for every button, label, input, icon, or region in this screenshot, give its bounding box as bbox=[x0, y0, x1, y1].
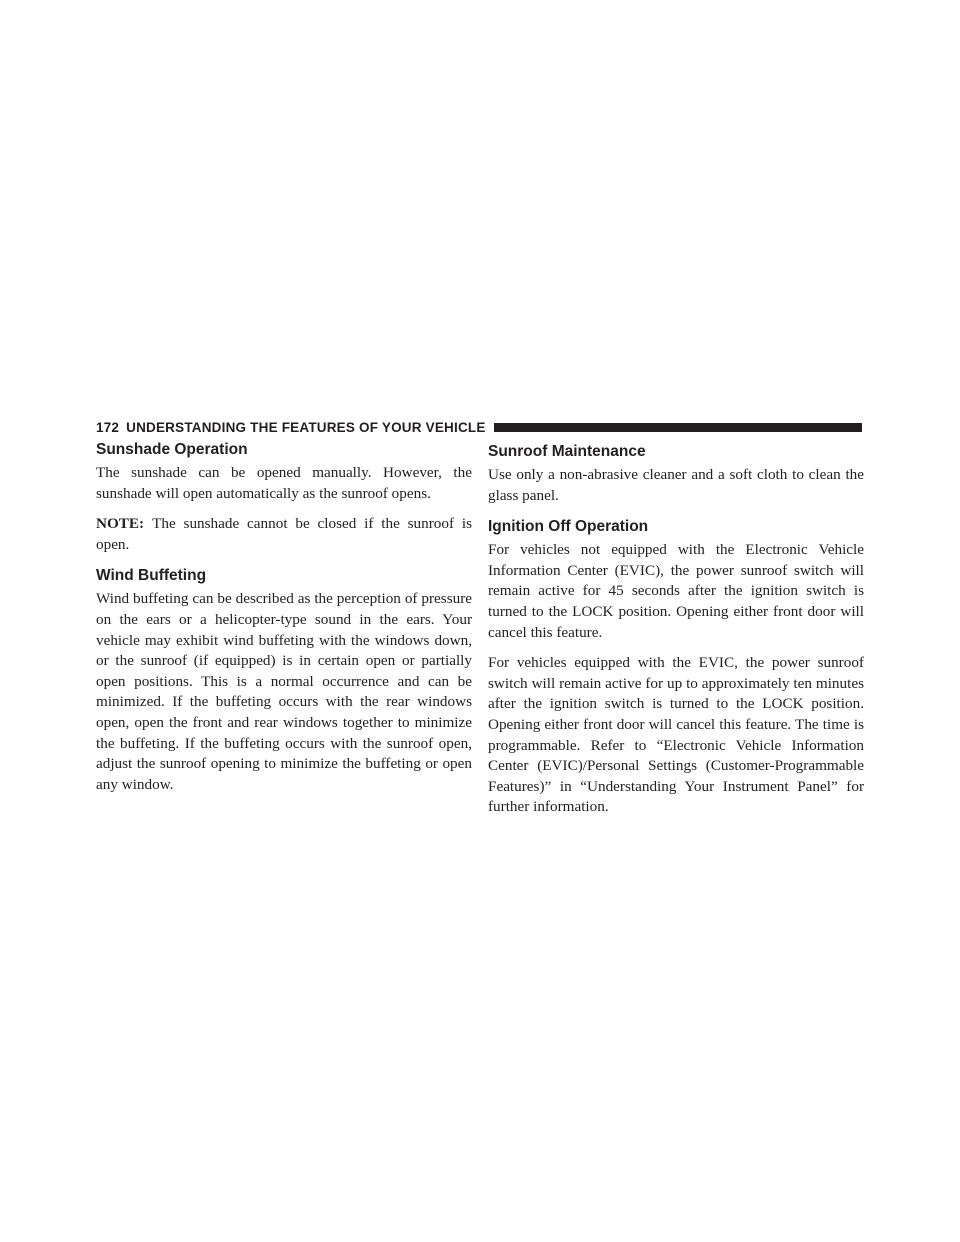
wind-buffeting-paragraph: Wind buffeting can be described as the perception of pressure on the ears or a helicopter-type sound in the ears. Your vehicle may exhibit wind buffeting with the windows down, or the sunroof (if equipped) is in certain open or partially open positions. This is a normal occurrence and can be minimized. If the buffeting occurs with the rear windows open, open the front and rear windows together to minimize the buffeting. If the buffeting occurs with the sunroof open, adjust the sunroof opening to minimize the buffeting or open any window. bbox=[96, 590, 472, 793]
sunroof-maintenance-section bbox=[488, 442, 864, 506]
chapter-title: UNDERSTANDING THE FEATURES OF YOUR VEHICLE bbox=[126, 419, 486, 435]
sunshade-section bbox=[96, 440, 472, 555]
sunshade-note bbox=[96, 514, 472, 555]
page-number: 172 bbox=[96, 419, 120, 435]
page-header bbox=[96, 418, 862, 436]
sunshade-heading: Sunshade Operation bbox=[96, 441, 248, 458]
sunroof-maintenance-heading: Sunroof Maintenance bbox=[488, 443, 646, 460]
right-column bbox=[488, 440, 864, 818]
ignition-off-section bbox=[488, 517, 864, 818]
ignition-off-heading: Ignition Off Operation bbox=[488, 518, 649, 536]
left-column bbox=[96, 440, 472, 795]
ignition-off-paragraph-2: For vehicles equipped with the EVIC, the power sunroof switch will remain active for up to approximately ten minutes after the ignition switch is turned to the LOCK position. Opening either front door will cancel this feature. The time is programmable. Refer to “Electronic Vehicle Information Center (EVIC)/Personal Settings (Customer-Programmable Features)” in “Understanding Your Instrument Panel” for further information. bbox=[488, 654, 864, 816]
note-text: The sunshade cannot be closed if the sunroof is open. bbox=[96, 515, 472, 553]
wind-buffeting-section bbox=[96, 566, 472, 795]
ignition-off-paragraph-1: For vehicles not equipped with the Electronic Vehicle Information Center (EVIC), the power sunroof switch will remain active for 45 seconds after the ignition switch is turned to the LOCK position. Opening either front door will cancel this feature. bbox=[488, 541, 864, 641]
header-rule bbox=[494, 423, 862, 432]
note-label: NOTE: bbox=[96, 515, 145, 533]
sunshade-paragraph: The sunshade can be opened manually. However, the sunshade will open automatically as the sunroof opens. bbox=[96, 464, 472, 502]
sunroof-maintenance-paragraph: Use only a non-abrasive cleaner and a soft cloth to clean the glass panel. bbox=[488, 466, 864, 504]
wind-buffeting-heading: Wind Buffeting bbox=[96, 567, 207, 585]
